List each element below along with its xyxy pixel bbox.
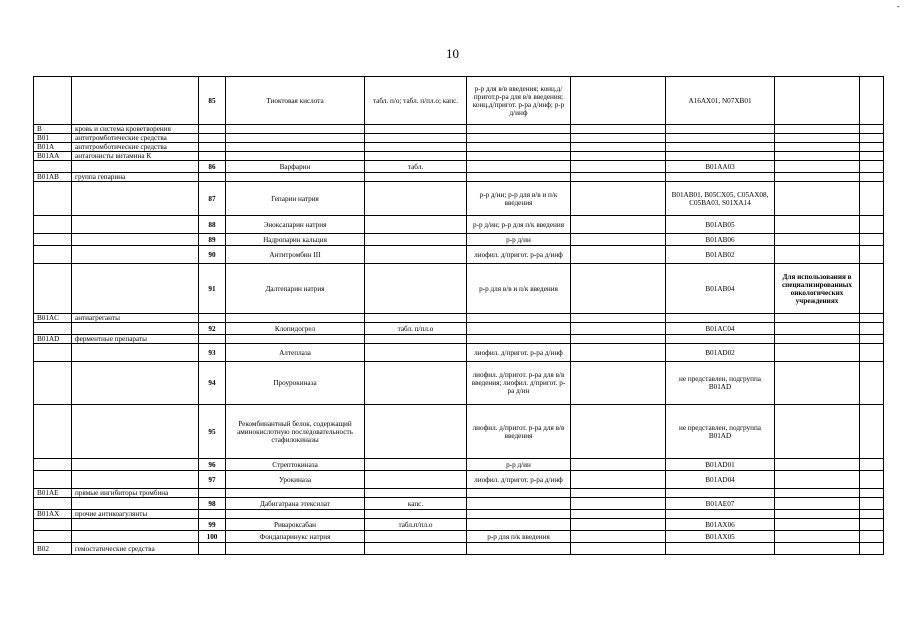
cell-code: B01AD: [34, 335, 72, 344]
cell-atc: B01AX05: [666, 531, 775, 543]
cell-note: [775, 125, 860, 134]
cell-num: 89: [199, 234, 226, 246]
cell-route: р-р д/ин; р-р для п/к введения: [467, 216, 571, 234]
cell-route: р-р д/ин: [467, 459, 571, 471]
cell-atc: [666, 125, 775, 134]
cell-atc: B01AB05: [666, 216, 775, 234]
cell-name: Рекомбинантный белок, содержащий аминокислотную последовательность стафилокиназы: [226, 405, 365, 459]
cell-empty: [571, 173, 666, 182]
cell-group: [72, 459, 199, 471]
cell-name: Фондапаринукс натрия: [226, 531, 365, 543]
cell-note: [775, 405, 860, 459]
cell-num: [199, 125, 226, 134]
cell-route: р-р д/ин: [467, 234, 571, 246]
drug-row: [34, 264, 884, 314]
cell-note: [775, 510, 860, 519]
cell-note: [775, 531, 860, 543]
cell-code: [34, 362, 72, 405]
cell-route: [467, 173, 571, 182]
cell-empty-end: [860, 323, 884, 335]
cell-route: [467, 143, 571, 152]
cell-empty-end: [860, 543, 884, 555]
cell-atc: не представлен, подгруппа B01AD: [666, 362, 775, 405]
cell-route: [467, 519, 571, 531]
cell-group: [72, 264, 199, 314]
cell-name: [226, 173, 365, 182]
cell-empty: [571, 459, 666, 471]
cell-route: лиофил. д/пригот. р-ра д/инф: [467, 344, 571, 362]
cell-name: Стрептокиназа: [226, 459, 365, 471]
cell-form: [365, 543, 467, 555]
cell-empty: [571, 134, 666, 143]
cell-empty-end: [860, 405, 884, 459]
cell-form: [365, 173, 467, 182]
cell-name: [226, 134, 365, 143]
cell-empty: [571, 489, 666, 498]
cell-route: р-р д/ин; р-р для в/в и п/к введения: [467, 182, 571, 216]
cell-route: [467, 498, 571, 510]
cell-form: [365, 531, 467, 543]
cell-name: [226, 143, 365, 152]
cell-group: [72, 77, 199, 125]
cell-form: [365, 510, 467, 519]
drug-row: [34, 182, 884, 216]
cell-name: Ривароксабан: [226, 519, 365, 531]
cell-empty: [571, 344, 666, 362]
cell-atc: B01AB01, B05CX05, C05AX08, C05BA03, S01XA14: [666, 182, 775, 216]
drug-row: [34, 471, 884, 489]
cell-route: [467, 489, 571, 498]
cell-empty-end: [860, 510, 884, 519]
cell-name: [226, 510, 365, 519]
cell-empty-end: [860, 182, 884, 216]
cell-empty: [571, 362, 666, 405]
group-row: [34, 314, 884, 323]
drug-list-table: [33, 76, 884, 555]
cell-code: [34, 264, 72, 314]
cell-note: [775, 161, 860, 173]
cell-atc: [666, 134, 775, 143]
cell-group: [72, 323, 199, 335]
cell-name: Тиоктовая кислота: [226, 77, 365, 125]
cell-empty-end: [860, 335, 884, 344]
cell-note: [775, 216, 860, 234]
cell-route: [467, 323, 571, 335]
cell-empty-end: [860, 77, 884, 125]
cell-form: [365, 264, 467, 314]
cell-code: B: [34, 125, 72, 134]
cell-num: [199, 143, 226, 152]
group-row: [34, 543, 884, 555]
cell-code: B01A: [34, 143, 72, 152]
cell-empty-end: [860, 264, 884, 314]
cell-note: [775, 134, 860, 143]
cell-atc: [666, 543, 775, 555]
cell-empty-end: [860, 152, 884, 161]
cell-group: антитромботические средства: [72, 134, 199, 143]
cell-group: [72, 362, 199, 405]
cell-num: [199, 314, 226, 323]
cell-note: [775, 344, 860, 362]
cell-route: лиофил. д/пригот. р-ра д/инф: [467, 246, 571, 264]
cell-empty: [571, 471, 666, 489]
cell-group: прямые ингибиторы тромбина: [72, 489, 199, 498]
cell-code: B01AA: [34, 152, 72, 161]
cell-route: лиофил. д/пригот. р-ра д/инф: [467, 471, 571, 489]
cell-route: р-р для в/в введения; конц.д/пригот.р-ра для в/в введения; конц.д/пригот. р-ра д/инф; р-р д/инф: [467, 77, 571, 125]
cell-code: B01AE: [34, 489, 72, 498]
cell-code: [34, 77, 72, 125]
drug-row: [34, 344, 884, 362]
cell-num: 88: [199, 216, 226, 234]
cell-empty-end: [860, 134, 884, 143]
cell-empty: [571, 234, 666, 246]
cell-num: 94: [199, 362, 226, 405]
cell-code: [34, 471, 72, 489]
cell-code: [34, 498, 72, 510]
cell-code: [34, 161, 72, 173]
cell-atc: B01AD01: [666, 459, 775, 471]
drug-row: [34, 405, 884, 459]
cell-note: [775, 234, 860, 246]
cell-name: [226, 314, 365, 323]
drug-row: [34, 498, 884, 510]
cell-group: [72, 216, 199, 234]
group-row: [34, 173, 884, 182]
cell-empty-end: [860, 314, 884, 323]
cell-note: [775, 335, 860, 344]
drug-row: [34, 362, 884, 405]
cell-route: [467, 125, 571, 134]
cell-form: [365, 125, 467, 134]
cell-atc: B01AX06: [666, 519, 775, 531]
cell-note: [775, 182, 860, 216]
cell-route: [467, 134, 571, 143]
cell-atc: B01AB04: [666, 264, 775, 314]
cell-route: р-р для п/к введения: [467, 531, 571, 543]
cell-atc: не представлен, подгруппа B01AD: [666, 405, 775, 459]
cell-atc: B01AE07: [666, 498, 775, 510]
cell-empty: [571, 77, 666, 125]
cell-form: [365, 216, 467, 234]
cell-name: [226, 152, 365, 161]
cell-code: B01: [34, 134, 72, 143]
cell-form: табл.п/пл.о: [365, 519, 467, 531]
cell-name: Клопидогрел: [226, 323, 365, 335]
cell-empty: [571, 246, 666, 264]
cell-form: [365, 489, 467, 498]
cell-name: Проурокиназа: [226, 362, 365, 405]
group-row: [34, 143, 884, 152]
cell-group: антиагреганты: [72, 314, 199, 323]
cell-atc: [666, 510, 775, 519]
group-row: [34, 489, 884, 498]
cell-group: антитромботические средства: [72, 143, 199, 152]
cell-atc: B01AD04: [666, 471, 775, 489]
cell-group: [72, 471, 199, 489]
cell-num: [199, 335, 226, 344]
cell-code: B01AX: [34, 510, 72, 519]
cell-name: Урокиназа: [226, 471, 365, 489]
cell-empty: [571, 143, 666, 152]
cell-note: Для использования в специализированных онкологических учреждениях: [775, 264, 860, 314]
cell-empty: [571, 125, 666, 134]
drug-row: [34, 77, 884, 125]
cell-route: [467, 543, 571, 555]
cell-atc: [666, 314, 775, 323]
cell-atc: A16AX01, N07XB01: [666, 77, 775, 125]
cell-route: р-р для в/в и п/к введения: [467, 264, 571, 314]
cell-empty: [571, 161, 666, 173]
cell-note: [775, 152, 860, 161]
cell-name: Варфарин: [226, 161, 365, 173]
cell-code: [34, 531, 72, 543]
cell-atc: B01AB06: [666, 234, 775, 246]
cell-empty: [571, 519, 666, 531]
cell-group: [72, 531, 199, 543]
cell-num: 93: [199, 344, 226, 362]
cell-code: B01AB: [34, 173, 72, 182]
cell-code: [34, 182, 72, 216]
cell-group: прочие антикоагулянты: [72, 510, 199, 519]
cell-code: [34, 323, 72, 335]
cell-form: [365, 152, 467, 161]
cell-form: [365, 234, 467, 246]
cell-atc: [666, 489, 775, 498]
cell-empty-end: [860, 459, 884, 471]
cell-form: табл. п/пл.о: [365, 323, 467, 335]
cell-form: [365, 335, 467, 344]
cell-group: [72, 182, 199, 216]
cell-empty: [571, 510, 666, 519]
cell-num: [199, 510, 226, 519]
cell-name: [226, 489, 365, 498]
cell-form: [365, 134, 467, 143]
cell-group: гемостатические средства: [72, 543, 199, 555]
cell-empty-end: [860, 519, 884, 531]
cell-note: [775, 543, 860, 555]
cell-note: [775, 362, 860, 405]
cell-empty-end: [860, 216, 884, 234]
cell-name: Надропарин кальция: [226, 234, 365, 246]
corner-mark: -: [897, 2, 900, 11]
cell-atc: [666, 335, 775, 344]
cell-code: [34, 405, 72, 459]
drug-row: [34, 234, 884, 246]
cell-form: [365, 459, 467, 471]
group-row: [34, 125, 884, 134]
cell-num: 86: [199, 161, 226, 173]
cell-group: ферментные препараты: [72, 335, 199, 344]
cell-form: [365, 246, 467, 264]
cell-note: [775, 77, 860, 125]
cell-num: 92: [199, 323, 226, 335]
cell-atc: B01AD02: [666, 344, 775, 362]
cell-group: [72, 246, 199, 264]
drug-row: [34, 216, 884, 234]
drug-row: [34, 531, 884, 543]
drug-row: [34, 323, 884, 335]
cell-num: 98: [199, 498, 226, 510]
cell-empty-end: [860, 143, 884, 152]
cell-group: антагонисты витамина К: [72, 152, 199, 161]
group-row: [34, 510, 884, 519]
drug-row: [34, 161, 884, 173]
cell-num: [199, 489, 226, 498]
group-row: [34, 335, 884, 344]
cell-group: группа гепарина: [72, 173, 199, 182]
cell-empty-end: [860, 489, 884, 498]
cell-route: [467, 510, 571, 519]
cell-form: [365, 471, 467, 489]
cell-empty: [571, 264, 666, 314]
cell-empty: [571, 498, 666, 510]
cell-atc: [666, 143, 775, 152]
cell-code: [34, 246, 72, 264]
cell-note: [775, 471, 860, 489]
cell-empty: [571, 405, 666, 459]
cell-empty: [571, 216, 666, 234]
cell-note: [775, 498, 860, 510]
cell-form: [365, 143, 467, 152]
cell-atc: B01AB02: [666, 246, 775, 264]
cell-group: кровь и система кроветворения: [72, 125, 199, 134]
cell-note: [775, 519, 860, 531]
cell-empty-end: [860, 246, 884, 264]
cell-num: 100: [199, 531, 226, 543]
cell-atc: [666, 152, 775, 161]
cell-name: Антитромбин III: [226, 246, 365, 264]
cell-form: [365, 344, 467, 362]
cell-name: Эноксапарин натрия: [226, 216, 365, 234]
cell-empty-end: [860, 471, 884, 489]
cell-num: 87: [199, 182, 226, 216]
cell-name: Гепарин натрия: [226, 182, 365, 216]
cell-route: [467, 314, 571, 323]
cell-route: лиофил. д/пригот. р-ра для в/в введения; лиофил. д/пригот. р-ра д/ин: [467, 362, 571, 405]
cell-num: 99: [199, 519, 226, 531]
cell-form: табл. п/о; табл. п/пл.о; капс.: [365, 77, 467, 125]
cell-num: [199, 134, 226, 143]
cell-note: [775, 459, 860, 471]
cell-empty: [571, 152, 666, 161]
cell-note: [775, 314, 860, 323]
cell-code: B02: [34, 543, 72, 555]
cell-empty-end: [860, 531, 884, 543]
cell-empty: [571, 314, 666, 323]
cell-empty: [571, 543, 666, 555]
cell-name: Далтепарин натрия: [226, 264, 365, 314]
cell-num: [199, 543, 226, 555]
cell-route: лиофил. д/пригот. р-ра для в/в введения: [467, 405, 571, 459]
cell-group: [72, 405, 199, 459]
drug-row: [34, 459, 884, 471]
cell-code: [34, 344, 72, 362]
page-number: 10: [446, 46, 459, 61]
cell-num: 96: [199, 459, 226, 471]
cell-form: [365, 405, 467, 459]
cell-code: [34, 234, 72, 246]
cell-empty: [571, 323, 666, 335]
cell-num: [199, 173, 226, 182]
cell-code: [34, 519, 72, 531]
cell-route: [467, 161, 571, 173]
cell-atc: [666, 173, 775, 182]
cell-route: [467, 335, 571, 344]
cell-empty-end: [860, 125, 884, 134]
cell-note: [775, 143, 860, 152]
cell-note: [775, 173, 860, 182]
cell-group: [72, 344, 199, 362]
cell-group: [72, 498, 199, 510]
cell-num: 95: [199, 405, 226, 459]
cell-atc: B01AC04: [666, 323, 775, 335]
cell-empty-end: [860, 161, 884, 173]
cell-note: [775, 489, 860, 498]
cell-empty-end: [860, 173, 884, 182]
cell-empty: [571, 531, 666, 543]
cell-atc: B01AA03: [666, 161, 775, 173]
cell-name: [226, 125, 365, 134]
cell-num: [199, 152, 226, 161]
cell-form: табл.: [365, 161, 467, 173]
drug-row: [34, 519, 884, 531]
cell-group: [72, 234, 199, 246]
cell-code: [34, 216, 72, 234]
cell-form: [365, 362, 467, 405]
cell-code: [34, 459, 72, 471]
cell-empty-end: [860, 362, 884, 405]
cell-note: [775, 323, 860, 335]
cell-form: [365, 314, 467, 323]
cell-route: [467, 152, 571, 161]
cell-name: Алтеплаза: [226, 344, 365, 362]
cell-num: 97: [199, 471, 226, 489]
cell-num: 91: [199, 264, 226, 314]
cell-form: [365, 182, 467, 216]
cell-code: B01AC: [34, 314, 72, 323]
cell-name: [226, 335, 365, 344]
cell-empty: [571, 335, 666, 344]
group-row: [34, 152, 884, 161]
group-row: [34, 134, 884, 143]
cell-num: 90: [199, 246, 226, 264]
cell-name: Дабигатрана этексилат: [226, 498, 365, 510]
cell-num: 85: [199, 77, 226, 125]
cell-empty-end: [860, 498, 884, 510]
cell-empty-end: [860, 234, 884, 246]
cell-note: [775, 246, 860, 264]
cell-name: [226, 543, 365, 555]
cell-group: [72, 519, 199, 531]
cell-empty: [571, 182, 666, 216]
cell-group: [72, 161, 199, 173]
cell-form: капс.: [365, 498, 467, 510]
drug-row: [34, 246, 884, 264]
cell-empty-end: [860, 344, 884, 362]
